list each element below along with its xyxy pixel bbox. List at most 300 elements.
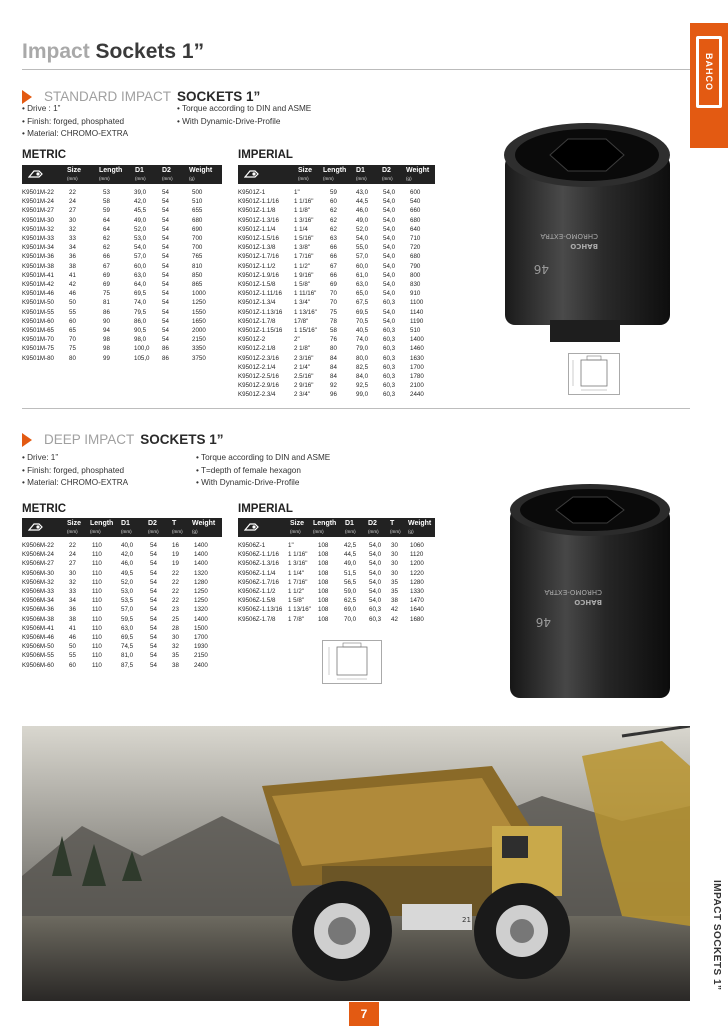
table-cell: 510 [192, 198, 203, 206]
dimension-diagram [323, 641, 381, 683]
bullet: • Drive : 1” [22, 104, 61, 113]
table-cell: 30 [391, 560, 398, 568]
table-cell: 44,5 [356, 198, 369, 206]
table-cell: 67,5 [356, 299, 369, 307]
table-cell: 1 5/8" [294, 281, 310, 288]
table-cell: 57,0 [121, 606, 134, 614]
table-cell: 1400 [194, 615, 208, 623]
table-cell: 690 [192, 225, 203, 233]
table-cell: 54 [150, 542, 157, 549]
table-cell: K9501Z-2.5/16 [238, 373, 279, 380]
table-cell: 54 [150, 624, 157, 632]
table-cell: 34 [69, 597, 76, 605]
bullet: • Torque according to DIN and ASME [177, 104, 312, 113]
section-divider [22, 408, 690, 409]
table-cell: 44,5 [344, 551, 357, 559]
brand-logo [696, 36, 722, 108]
table-cell: 54 [150, 615, 157, 623]
mining-truck-photo [22, 726, 690, 1001]
table-cell: 33 [69, 235, 76, 242]
table-cell: 60 [330, 198, 337, 206]
table-cell: 108 [318, 551, 329, 559]
table-cell: 94 [103, 327, 110, 334]
table-cell: 41 [69, 624, 76, 632]
table-cell: 1320 [194, 606, 208, 614]
table-cell: 34 [69, 244, 76, 252]
table-cell: 32 [69, 225, 76, 233]
table-cell: 45,5 [134, 207, 147, 215]
table-cell: 1 3/16" [294, 216, 314, 224]
table-cell: 710 [410, 235, 421, 242]
table-cell: 600 [410, 189, 421, 196]
table-cell: 86 [162, 345, 169, 353]
table-cell: 2150 [194, 652, 208, 660]
deep-section-heading [22, 432, 224, 447]
table-cell: 54 [150, 597, 157, 605]
table-cell: 74,5 [121, 643, 134, 651]
table-cell: 1930 [194, 643, 208, 651]
table-cell: 54 [150, 578, 157, 586]
table-cell: 60,3 [369, 606, 382, 614]
table-cell: K9501M-70 [22, 336, 54, 344]
deep-imperial-header [238, 518, 435, 537]
table-cell: 54 [162, 317, 169, 325]
table-cell: 1200 [410, 560, 424, 568]
table-cell: 54 [162, 281, 169, 288]
table-cell: 54,0 [383, 281, 396, 288]
table-cell: K9501M-60 [22, 317, 54, 325]
table-cell: 42 [69, 281, 76, 288]
socket-wrench-icon [28, 521, 44, 534]
bullet: • T=depth of female hexagon [196, 465, 301, 475]
table-cell: 19 [172, 560, 179, 568]
table-cell: K9501Z-1.11/16 [238, 290, 282, 298]
table-cell: K9501Z-1.5/8 [238, 281, 276, 288]
col-length: Length (mm) [99, 167, 123, 181]
table-cell: K9501Z-2 [238, 336, 266, 344]
table-cell: 50 [69, 299, 76, 307]
table-cell: 56,5 [344, 578, 357, 586]
table-cell: 1 1/16" [294, 198, 314, 206]
table-cell: K9506Z-1.3/16 [238, 560, 279, 568]
table-cell: 99,0 [356, 391, 369, 399]
table-cell: 1 1/4 [294, 225, 308, 233]
table-cell: 30 [69, 569, 76, 577]
table-cell: 66 [330, 253, 337, 261]
bullet: • With Dynamic-Drive-Profile [177, 116, 281, 126]
table-cell: 800 [410, 271, 421, 279]
table-cell: 69 [103, 271, 110, 279]
table-cell: 92 [330, 382, 337, 390]
table-cell: 24 [69, 198, 76, 206]
dimension-diagram [569, 354, 619, 394]
table-cell: 54 [162, 253, 169, 261]
table-cell: K9501M-24 [22, 198, 54, 206]
table-cell: 110 [92, 652, 102, 660]
table-cell: 1220 [410, 569, 424, 577]
table-cell: 92,5 [356, 382, 369, 390]
table-cell: 1" [294, 189, 300, 196]
table-cell: 54 [162, 271, 169, 279]
deep-heading-dark: SOCKETS 1” [140, 432, 224, 447]
table-cell: 32 [69, 578, 76, 586]
deep-metric-header [22, 518, 222, 537]
socket-wrench-icon [28, 168, 44, 181]
engraving-size: 46 [535, 615, 551, 629]
col-length: Length (mm) [323, 167, 347, 181]
table-cell: 63 [330, 235, 337, 242]
table-cell: 81 [103, 299, 110, 307]
standard-bullets-left [22, 103, 128, 141]
table-cell: 46 [69, 290, 76, 298]
table-cell: 46,0 [121, 560, 134, 568]
table-cell: 1 3/16" [288, 560, 308, 568]
col-d1: D1 (mm) [356, 167, 367, 181]
standard-metric-label: METRIC [22, 149, 67, 161]
page-number: 7 [349, 1002, 379, 1026]
table-cell: 66 [103, 253, 110, 261]
table-cell: 1700 [194, 634, 208, 641]
table-cell: 70 [330, 299, 337, 307]
table-cell: 28 [172, 624, 179, 632]
table-cell: 2 9/16" [294, 382, 314, 390]
table-cell: 38 [391, 597, 398, 605]
table-cell: 84 [330, 354, 337, 362]
table-cell: 69,5 [121, 634, 134, 641]
section-arrow-icon [22, 433, 32, 447]
table-cell: K9501M-32 [22, 225, 54, 233]
table-cell: 43,0 [356, 189, 369, 196]
table-cell: 1 11/16" [294, 290, 317, 298]
table-cell: 53,0 [121, 588, 134, 595]
table-cell: K9506Z-1.5/8 [238, 597, 276, 605]
table-cell: 53,5 [121, 597, 134, 605]
table-cell: 75 [330, 308, 337, 316]
table-cell: K9506M-24 [22, 551, 54, 559]
table-cell: 2 3/4" [294, 391, 310, 399]
table-cell: K9501Z-1.9/16 [238, 271, 279, 279]
table-cell: 54 [150, 560, 157, 568]
table-cell: K9501Z-1.1/4 [238, 225, 276, 233]
table-cell: K9501M-33 [22, 235, 54, 242]
deep-imperial-label: IMPERIAL [238, 503, 293, 515]
table-cell: 54 [150, 606, 157, 614]
table-cell: K9506M-33 [22, 588, 54, 595]
table-cell: 1100 [410, 299, 424, 307]
table-cell: 110 [92, 624, 102, 632]
table-cell: 1 13/16" [294, 308, 317, 316]
table-cell: 27 [69, 560, 76, 568]
standard-socket-photo [480, 115, 690, 350]
table-cell: 54 [162, 235, 169, 242]
table-cell: 2000 [192, 327, 206, 334]
table-cell: 54,0 [383, 271, 396, 279]
engraving-brand: BAHCO [570, 242, 598, 250]
table-cell: 42,0 [121, 551, 134, 559]
table-cell: 110 [92, 588, 102, 595]
table-cell: 65,0 [356, 290, 369, 298]
table-cell: 110 [92, 661, 102, 669]
table-cell: K9501Z-1.3/4 [238, 299, 276, 307]
col-weight: Weight (g) [189, 167, 213, 181]
table-cell: 54,0 [383, 253, 396, 261]
col-d2: D2 (mm) [162, 167, 173, 181]
table-cell: 54,0 [383, 189, 396, 196]
table-cell: 54,0 [383, 198, 396, 206]
table-cell: 54,0 [369, 569, 382, 577]
table-cell: K9501Z-2.3/16 [238, 354, 279, 362]
table-cell: 30 [391, 569, 398, 577]
table-cell: K9501Z-2.1/8 [238, 345, 276, 353]
table-cell: 1 7/8" [288, 615, 304, 623]
table-cell: 70 [69, 336, 76, 344]
table-cell: 54,0 [383, 262, 396, 270]
table-cell: 19 [172, 551, 179, 559]
standard-section-heading [22, 89, 260, 104]
table-cell: 24 [69, 551, 76, 559]
table-cell: 86,0 [134, 317, 147, 325]
table-cell: 54 [162, 336, 169, 344]
table-cell: 41 [69, 271, 76, 279]
table-cell: K9501Z-2.1/4 [238, 363, 276, 371]
table-cell: 1630 [410, 354, 424, 362]
tyre-mark: 21 [462, 916, 471, 924]
table-cell: 680 [410, 253, 421, 261]
table-cell: K9501Z-1 [238, 189, 266, 196]
table-cell: 82,5 [356, 363, 369, 371]
table-cell: 60,3 [383, 336, 396, 344]
col-t: T (mm) [172, 520, 183, 534]
table-cell: 2 1/8" [294, 345, 310, 353]
table-cell: 58 [103, 198, 110, 206]
col-d1: D1 (mm) [121, 520, 132, 534]
table-cell: K9506M-32 [22, 578, 54, 586]
col-size: Size (mm) [67, 167, 82, 181]
table-cell: 1500 [194, 624, 208, 632]
table-cell: 100,0 [134, 345, 150, 353]
table-cell: 60,3 [383, 373, 396, 380]
table-cell: 2 3/16" [294, 354, 314, 362]
table-cell: 1 1/8" [294, 207, 310, 215]
table-cell: 62 [330, 225, 337, 233]
table-cell: 86 [162, 354, 169, 362]
table-cell: 54 [162, 207, 169, 215]
table-cell: 1 3/8" [294, 244, 310, 252]
table-cell: 79,5 [134, 308, 147, 316]
table-cell: 54,0 [369, 560, 382, 568]
table-cell: 2" [294, 336, 300, 344]
table-cell: K9506M-38 [22, 615, 54, 623]
table-cell: 54,0 [383, 235, 396, 242]
table-cell: 80 [69, 354, 76, 362]
table-cell: 59 [330, 189, 337, 196]
table-cell: 54 [162, 262, 169, 270]
table-cell: 30 [69, 216, 76, 224]
engraving-chromo: CHROMO-EXTRA [540, 232, 598, 240]
title-part-2: Sockets 1” [95, 40, 205, 63]
table-cell: 1190 [410, 317, 424, 325]
table-cell: 84 [330, 363, 337, 371]
table-cell: 60,3 [383, 354, 396, 362]
table-cell: 17/8" [294, 317, 309, 325]
table-cell: 70,5 [356, 317, 369, 325]
table-cell: 655 [192, 207, 203, 215]
table-cell: 1 9/16" [294, 271, 314, 279]
table-cell: 74,0 [356, 336, 369, 344]
table-cell: K9501M-22 [22, 189, 54, 196]
table-cell: 27 [69, 207, 76, 215]
table-cell: 38 [69, 615, 76, 623]
table-cell: 2150 [192, 336, 206, 344]
table-cell: 1" [288, 542, 294, 549]
table-cell: 54,0 [134, 244, 147, 252]
table-cell: K9506M-36 [22, 606, 54, 614]
table-cell: K9501M-27 [22, 207, 54, 215]
table-cell: 1320 [194, 569, 208, 577]
table-cell: 2100 [410, 382, 424, 390]
table-cell: 90 [103, 317, 110, 325]
table-cell: 910 [410, 290, 421, 298]
table-cell: 96 [330, 391, 337, 399]
table-cell: 108 [318, 569, 329, 577]
table-cell: K9501Z-1.1/8 [238, 207, 276, 215]
table-cell: 69 [330, 281, 337, 288]
table-cell: K9501Z-1.7/16 [238, 253, 279, 261]
standard-heading-dark: SOCKETS 1” [177, 89, 261, 104]
section-arrow-icon [22, 90, 32, 104]
table-cell: 110 [92, 615, 102, 623]
table-cell: 60,3 [383, 363, 396, 371]
table-cell: 60 [69, 317, 76, 325]
col-d1: D1 (mm) [345, 520, 356, 534]
table-cell: 1120 [410, 551, 424, 559]
table-cell: 60,3 [369, 615, 382, 623]
col-d2: D2 (mm) [148, 520, 159, 534]
table-cell: 54 [162, 244, 169, 252]
table-cell: 700 [192, 235, 203, 242]
table-cell: 850 [192, 271, 203, 279]
table-cell: 110 [92, 643, 102, 651]
table-cell: 22 [172, 597, 179, 605]
table-cell: 54 [162, 216, 169, 224]
table-cell: K9501M-65 [22, 327, 54, 334]
table-cell: K9501Z-2.9/16 [238, 382, 279, 390]
table-cell: 84,0 [356, 373, 369, 380]
table-cell: K9501M-30 [22, 216, 54, 224]
table-cell: 62 [103, 235, 110, 242]
table-cell: 57,0 [356, 253, 369, 261]
bullet: • With Dynamic-Drive-Profile [196, 478, 300, 487]
table-cell: 60,3 [383, 327, 396, 334]
table-cell: 1250 [194, 597, 208, 605]
table-cell: 108 [318, 606, 329, 614]
table-cell: 50 [69, 643, 76, 651]
table-cell: K9501M-36 [22, 253, 54, 261]
table-cell: 1 1/4" [288, 569, 304, 577]
table-cell: K9506M-60 [22, 661, 54, 669]
table-cell: K9501M-50 [22, 299, 54, 307]
table-cell: 69,5 [356, 308, 369, 316]
table-cell: 64,0 [134, 281, 147, 288]
table-cell: 66 [330, 271, 337, 279]
table-cell: 108 [318, 615, 329, 623]
table-cell: 54 [162, 308, 169, 316]
table-cell: 42,5 [344, 542, 357, 549]
bullet: • Finish: forged, phosphated [22, 116, 125, 126]
table-cell: 57,0 [134, 253, 147, 261]
table-cell: 33 [69, 588, 76, 595]
table-cell: 35 [172, 652, 179, 660]
table-cell: 54,0 [383, 308, 396, 316]
table-cell: 66 [330, 244, 337, 252]
table-cell: 81,0 [121, 652, 134, 660]
socket-wrench-icon [244, 168, 260, 181]
table-cell: 59 [103, 207, 110, 215]
table-cell: 510 [410, 327, 421, 334]
table-cell: 98 [103, 345, 110, 353]
table-cell: K9501Z-1.5/16 [238, 235, 279, 242]
table-cell: 30 [391, 551, 398, 559]
table-cell: 62 [103, 244, 110, 252]
bullet: • Finish: forged, phosphated [22, 465, 125, 475]
table-cell: K9506Z-1.1/2 [238, 588, 276, 595]
table-cell: 60,3 [383, 382, 396, 390]
table-cell: 680 [192, 216, 203, 224]
engraving-chromo: CHROMO-EXTRA [544, 588, 602, 596]
table-cell: 1 7/16" [294, 253, 314, 261]
table-cell: 60,3 [383, 345, 396, 353]
standard-bullets-right [177, 103, 311, 128]
table-cell: 38 [69, 262, 76, 270]
table-cell: 58 [330, 327, 337, 334]
deep-bullets-right [196, 452, 330, 490]
col-size: Size (mm) [290, 520, 305, 534]
col-size: Size (mm) [67, 520, 82, 534]
table-cell: 54 [150, 661, 157, 669]
table-cell: 25 [172, 615, 179, 623]
table-cell: 55 [69, 652, 76, 660]
table-cell: 36 [69, 253, 76, 261]
table-cell: 1400 [194, 551, 208, 559]
table-cell: 55 [69, 308, 76, 316]
table-cell: 1 13/16" [288, 606, 311, 614]
table-cell: 2.5/16" [294, 373, 314, 380]
table-cell: 2 1/4" [294, 363, 310, 371]
table-cell: 54,0 [383, 225, 396, 233]
deep-heading-light: DEEP IMPACT [44, 432, 135, 447]
table-cell: K9501Z-1.1/2 [238, 262, 276, 270]
table-cell: 59,5 [121, 615, 134, 623]
deep-socket-photo [482, 478, 690, 708]
engraving-brand: BAHCO [574, 598, 602, 606]
table-cell: 54,0 [383, 216, 396, 224]
table-cell: 40,0 [121, 542, 134, 549]
deep-bullets-left [22, 452, 128, 490]
table-cell: 60,3 [383, 299, 396, 307]
table-cell: 98,0 [134, 336, 147, 344]
table-cell: 108 [318, 560, 329, 568]
bullet: • Material: CHROMO-EXTRA [22, 478, 129, 487]
page-title [22, 40, 204, 64]
col-d2: D2 (mm) [368, 520, 379, 534]
engraving-size: 46 [533, 262, 549, 276]
table-cell: 110 [92, 551, 102, 559]
table-cell: K9506Z-1.1/4 [238, 569, 276, 577]
table-cell: 86 [103, 308, 110, 316]
table-cell: K9501Z-1.7/8 [238, 317, 276, 325]
table-cell: 99 [103, 354, 110, 362]
col-weight: Weight (g) [406, 167, 430, 181]
